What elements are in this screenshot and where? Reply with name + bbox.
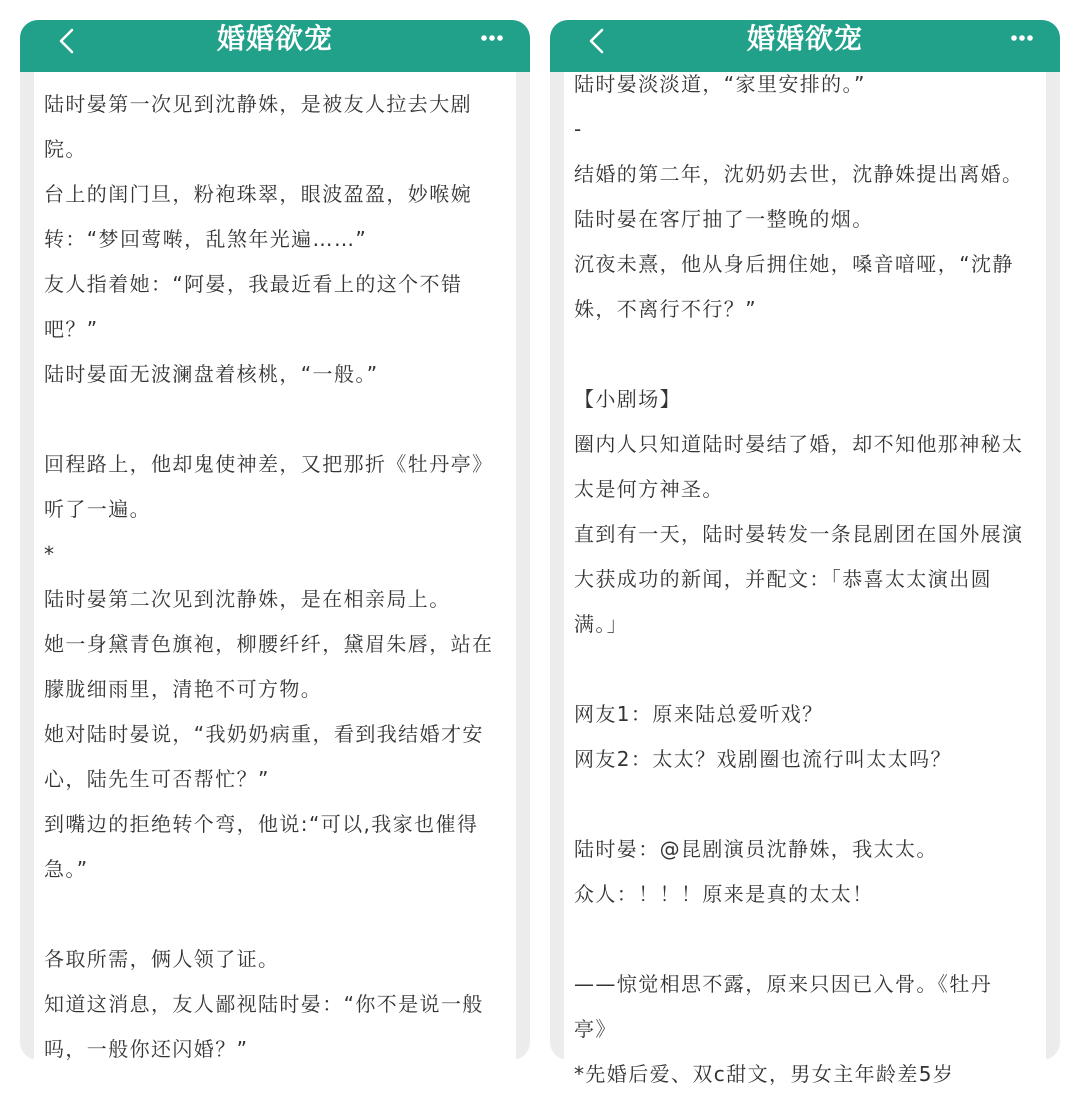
text-line: 陆时晏在客厅抽了一整晚的烟。 xyxy=(574,207,874,231)
text-line: 她一身黛青色旗袍，柳腰纤纤，黛眉朱唇，站在 xyxy=(44,632,494,656)
text-line: 吗，一般你还闪婚？” xyxy=(44,1037,249,1061)
article-content[interactable] xyxy=(564,72,1046,1086)
text-line: 心，陆先生可否帮忙？” xyxy=(44,767,270,791)
text-line: 【小剧场】 xyxy=(574,387,681,411)
text-line: 结婚的第二年，沈奶奶去世，沈静姝提出离婚。 xyxy=(574,162,1024,186)
article-text xyxy=(574,62,1044,1097)
text-line: 满。」 xyxy=(574,612,629,636)
page-title: 婚婚欲宠 xyxy=(216,22,333,55)
text-line: 网友1：原来陆总爱听戏？ xyxy=(574,702,824,726)
text-line: 知道这消息，友人鄙视陆时晏：“你不是说一般 xyxy=(44,992,484,1016)
page-title: 婚婚欲宠 xyxy=(746,22,863,55)
more-horizontal-icon[interactable] xyxy=(480,30,504,44)
text-line: 陆时晏淡淡道，“家里安排的。” xyxy=(574,72,866,96)
text-line: 陆时晏第一次见到沈静姝，是被友人拉去大剧 xyxy=(44,92,472,116)
text-line: ——惊觉相思不露，原来只因已入骨。《牡丹 xyxy=(574,972,992,996)
text-line: 太是何方神圣。 xyxy=(574,477,724,501)
text-line: 急。” xyxy=(44,857,89,881)
text-line: 友人指着她：“阿晏，我最近看上的这个不错 xyxy=(44,272,463,296)
text-line xyxy=(574,647,1044,692)
text-line: 吧？” xyxy=(44,317,99,341)
reader-panel-right xyxy=(550,20,1060,1086)
text-line: 姝，不离行不行？” xyxy=(574,297,757,321)
text-line: 亭》 xyxy=(574,1017,617,1041)
text-line: 陆时晏面无波澜盘着核桃，“一般。” xyxy=(44,362,379,386)
text-line: 听了一遍。 xyxy=(44,497,151,521)
text-line: 到嘴边的拒绝转个弯，他说:“可以,我家也催得 xyxy=(44,812,479,836)
app-header xyxy=(20,20,530,72)
text-line: 众人：！！！原来是真的太太！ xyxy=(574,882,874,906)
text-line: 各取所需，俩人领了证。 xyxy=(44,947,280,971)
text-line: 沉夜未熹，他从身后拥住她，嗓音喑哑，“沈静 xyxy=(574,252,1014,276)
text-line: 大获成功的新闻，并配文：「恭喜太太演出圆 xyxy=(574,567,992,591)
text-line: 回程路上，他却鬼使神差，又把那折《牡丹亭》 xyxy=(44,452,494,476)
text-line: 直到有一天，陆时晏转发一条昆剧团在国外展演 xyxy=(574,522,1024,546)
text-line: - xyxy=(574,117,583,141)
article-text xyxy=(44,82,514,1072)
text-line: 台上的闺门旦，粉袍珠翠，眼波盈盈，妙喉婉 xyxy=(44,182,472,206)
text-line xyxy=(44,892,514,937)
text-line: 圈内人只知道陆时晏结了婚，却不知他那神秘太 xyxy=(574,432,1024,456)
text-line xyxy=(574,332,1044,377)
text-line xyxy=(44,397,514,442)
article-content[interactable] xyxy=(34,72,516,1060)
text-line: * xyxy=(44,542,56,566)
text-line xyxy=(574,782,1044,827)
text-line: 院。 xyxy=(44,137,87,161)
text-line: 陆时晏：@昆剧演员沈静姝，我太太。 xyxy=(574,837,938,861)
text-line: 转：“梦回莺啭，乱煞年光遍……” xyxy=(44,227,368,251)
text-line: *先婚后爱、双c甜文，男女主年龄差5岁 xyxy=(574,1062,955,1086)
text-line: 朦胧细雨里，清艳不可方物。 xyxy=(44,677,323,701)
text-line xyxy=(574,917,1044,962)
text-line: 陆时晏第二次见到沈静姝，是在相亲局上。 xyxy=(44,587,451,611)
text-line: 网友2：太太？戏剧圈也流行叫太太吗？ xyxy=(574,747,952,771)
reader-panel-left xyxy=(20,20,530,1060)
more-horizontal-icon[interactable] xyxy=(1010,30,1034,44)
text-line: 她对陆时晏说，“我奶奶病重，看到我结婚才安 xyxy=(44,722,484,746)
